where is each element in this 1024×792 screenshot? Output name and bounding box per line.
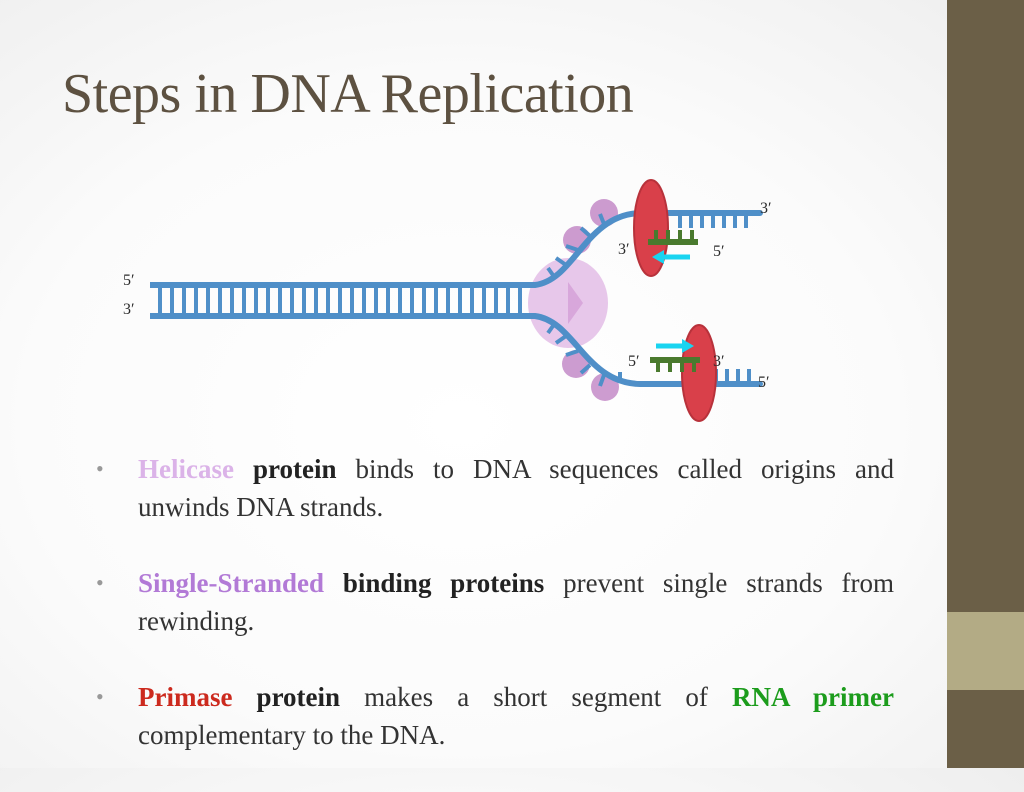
double-strand [150, 285, 535, 316]
term-single-stranded: Single-Stranded [138, 568, 325, 598]
label-top-primer-left: 3′ [618, 241, 630, 258]
label-bottom-end: 5′ [758, 374, 770, 391]
bullet-list [96, 450, 894, 792]
label-top-primer-right: 5′ [713, 243, 725, 260]
label-bottom-primer-right: 3′ [713, 353, 725, 370]
term-rna-primer: RNA primer [731, 682, 894, 712]
label-bottom-primer-left: 5′ [628, 353, 640, 370]
bullet-text: prevent single strands from rewinding. [138, 568, 894, 636]
term-protein: protein [256, 682, 341, 712]
label-left-bottom: 3′ [123, 301, 135, 318]
primer-bottom [650, 360, 700, 372]
sidebar-accent [947, 612, 1024, 690]
bullet-helicase [96, 450, 894, 526]
bullet-text: makes a short segment of [364, 682, 708, 712]
bullet-text: binds to DNA sequences called origins and unwinds DNA strands. [138, 454, 895, 522]
term-primase: Primase [138, 682, 233, 712]
term-helicase: Helicase [138, 454, 234, 484]
term-binding-proteins: binding proteins [342, 568, 545, 598]
label-top-end: 3′ [760, 200, 772, 217]
bullet-primase [96, 678, 894, 754]
bullet-dot: • [96, 684, 104, 709]
bullet-dot: • [96, 570, 104, 595]
label-left-top: 5′ [123, 272, 135, 289]
bullet-dot: • [96, 456, 104, 481]
polymerase-bottom [682, 325, 716, 421]
bullet-text: complementary to the DNA. [138, 720, 446, 750]
primer-top [648, 230, 698, 242]
term-protein: protein [252, 454, 337, 484]
dna-replication-diagram [100, 170, 820, 440]
slide-title: Steps in DNA Replication [62, 63, 634, 125]
bullet-ssb [96, 564, 894, 640]
base-pairs [160, 288, 520, 313]
